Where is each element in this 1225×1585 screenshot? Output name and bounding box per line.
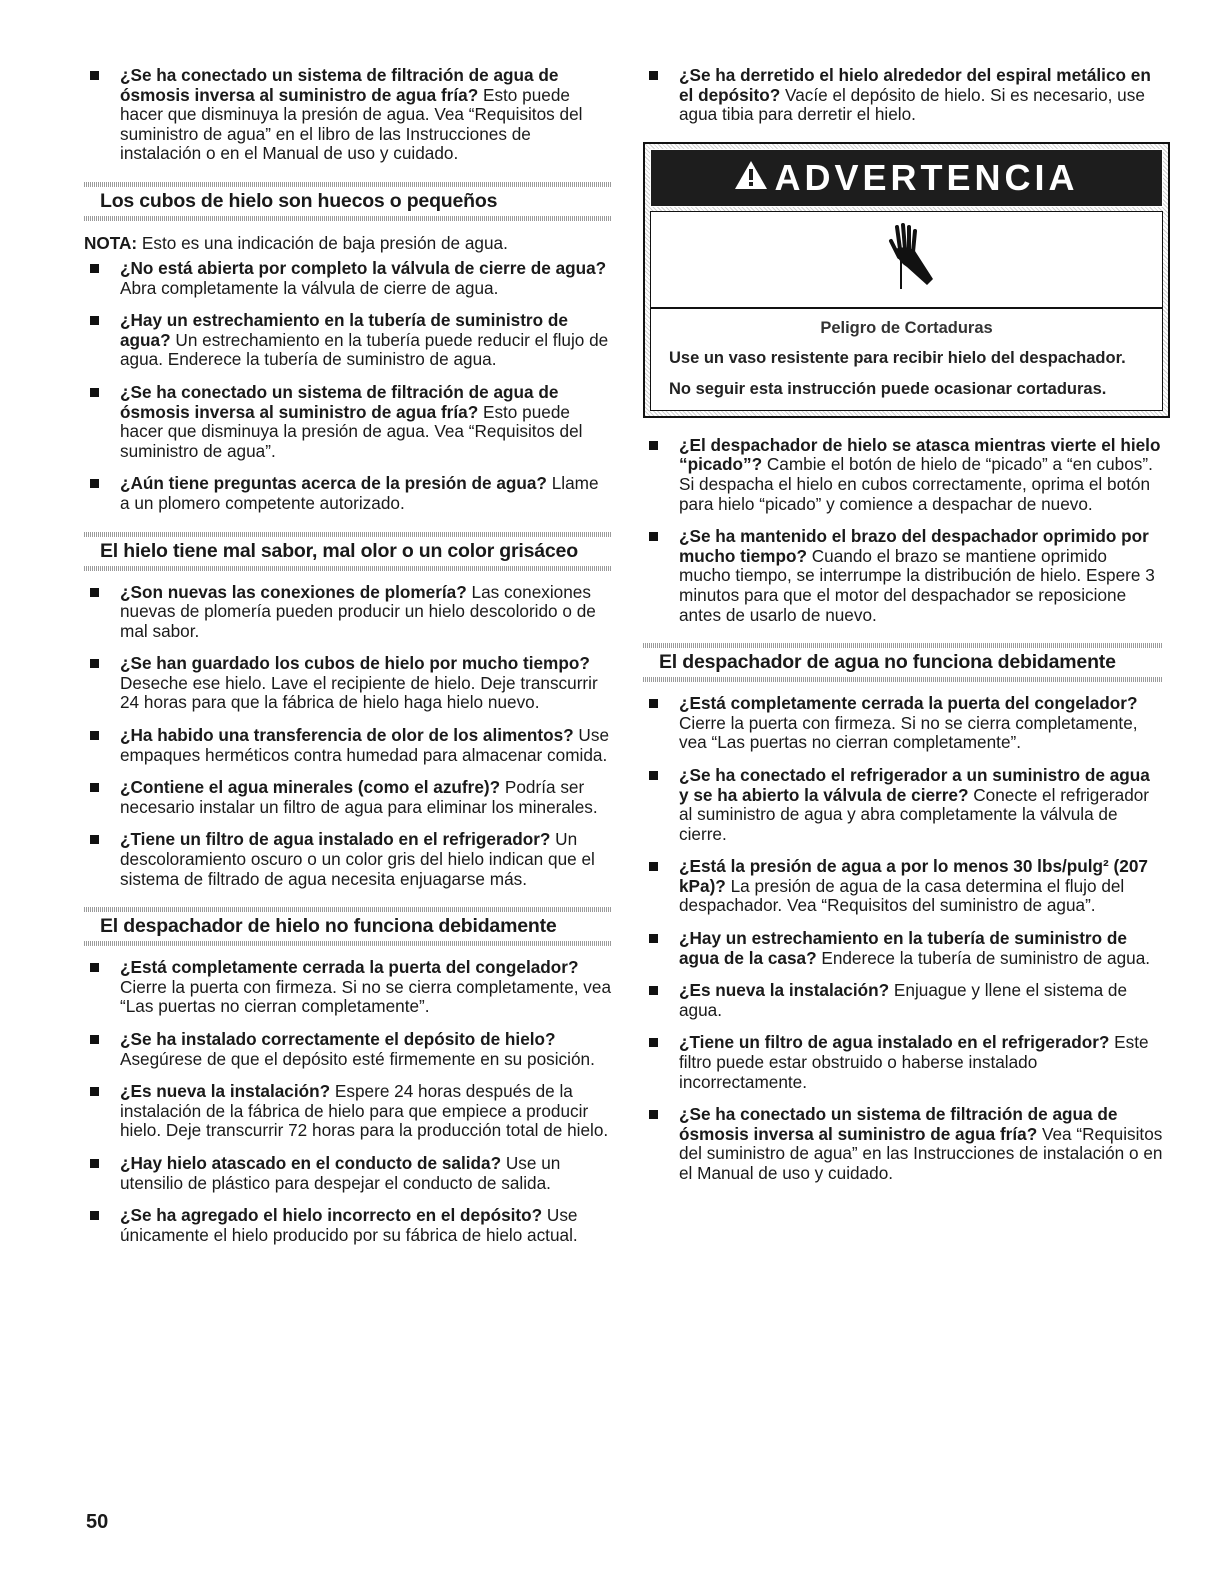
bullet-square-icon [649,771,658,780]
note: NOTA: Esto es una indicación de baja presión de agua. [84,232,508,253]
left-column [84,66,612,1258]
cut-hand-icon [650,211,1163,308]
bullet-square-icon [90,1087,99,1096]
bullet-square-icon [90,1035,99,1044]
bullet-square-icon [90,479,99,488]
bullet-square-icon [90,71,99,80]
section-header: El despachador de hielo no funciona debidamente [84,907,612,946]
list-item: ¿Se ha agregado el hielo incorrecto en el depósito? Use únicamente el hielo producido por su fábrica de hielo actual. [84,1206,612,1245]
list-item: ¿El despachador de hielo se atasca mientras vierte el hielo “picado”? Cambie el botón de hielo de “picado” a “en cubos”. Si despacha el hielo en cubos correctamente, oprima el botón para hielo “picado” y comience a despachar de nuevo. [643,436,1163,514]
section-header: El hielo tiene mal sabor, mal olor o un color grisáceo [84,532,612,571]
bullet-square-icon [90,264,99,273]
list-item: ¿Está completamente cerrada la puerta del congelador? Cierre la puerta con firmeza. Si no se cierra completamente, vea “Las puertas no cierran completamente”. [84,958,612,1017]
bullet-square-icon [90,1159,99,1168]
right-column [643,66,1163,1197]
list-item: ¿Se ha conectado el refrigerador a un suministro de agua y se ha abierto la válvula de cierre? Conecte el refrigerador al suministro de agua y abra completamente la válvula de cierre. [643,766,1163,844]
bullet-square-icon [90,388,99,397]
bullet-square-icon [90,731,99,740]
list-item: ¿Es nueva la instalación? Espere 24 horas después de la instalación de la fábrica de hielo para que empiece a producir hielo. Deje transcurrir 72 horas para la producción total de hielo. [84,1082,612,1141]
warning-line: Use un vaso resistente para recibir hielo del despachador. [669,348,1126,367]
bullet-square-icon [649,986,658,995]
bullet-square-icon [90,783,99,792]
list-item: ¿Se ha mantenido el brazo del despachador oprimido por mucho tiempo? Cuando el brazo se mantiene oprimido mucho tiempo, se interrumpe la distribución de hielo. Espere 3 minutos para que el motor del despachador se reposicione antes de usarlo de nuevo. [643,527,1163,625]
bullet-square-icon [90,1211,99,1220]
warning-box [643,142,1170,418]
bullet-square-icon [649,532,658,541]
list-item: ¿Hay un estrechamiento en la tubería de suministro de agua de la casa? Enderece la tubería de suministro de agua. [643,929,1163,968]
list-item: ¿Hay un estrechamiento en la tubería de suministro de agua? Un estrechamiento en la tubería puede reducir el flujo de agua. Enderece la tubería de suministro de agua. [84,311,612,370]
list-item: ¿Aún tiene preguntas acerca de la presión de agua? Llame a un plomero competente autorizado. [84,474,612,513]
bullet-square-icon [649,71,658,80]
intro-list [84,66,612,164]
page-number: 50 [86,1511,109,1533]
list-item: ¿Está la presión de agua a por lo menos 30 lbs/pulg² (207 kPa)? La presión de agua de la casa determina el flujo del despachador. Vea “Requisitos del suministro de agua”. [643,857,1163,916]
section-header: Los cubos de hielo son huecos o pequeños [84,182,612,221]
bullet-square-icon [90,659,99,668]
bullet-square-icon [649,1110,658,1119]
list-item: ¿Se han guardado los cubos de hielo por mucho tiempo? Deseche ese hielo. Lave el recipiente de hielo. Deje transcurrir 24 horas para que la fábrica de hielo haga hielo nuevo. [84,654,612,713]
warning-text [650,308,1163,411]
list-item: ¿Tiene un filtro de agua instalado en el refrigerador? Un descoloramiento oscuro o un color gris del hielo indican que el sistema de filtrado de agua necesita enjuagarse más. [84,830,612,889]
list-item: ¿Se ha instalado correctamente el depósito de hielo? Asegúrese de que el depósito esté firmemente en su posición. [84,1030,612,1069]
warning-subtitle: Peligro de Cortaduras [820,318,993,337]
bullet-square-icon [649,862,658,871]
list-item: ¿Contiene el agua minerales (como el azufre)? Podría ser necesario instalar un filtro de agua para eliminar los minerales. [84,778,612,817]
list-item: ¿Se ha conectado un sistema de filtración de agua de ósmosis inversa al suministro de agua fría? Vea “Requisitos del suministro de agua” en las Instrucciones de instalación o en el Manual de uso y cuidado. [643,1105,1163,1183]
list-item: ¿Tiene un filtro de agua instalado en el refrigerador? Este filtro puede estar obstruido o haberse instalado incorrectamente. [643,1033,1163,1092]
bullet-square-icon [649,441,658,450]
list-item: ¿Es nueva la instalación? Enjuague y llene el sistema de agua. [643,981,1163,1020]
warning-line: No seguir esta instrucción puede ocasionar cortaduras. [669,379,1107,398]
section-header: El despachador de agua no funciona debidamente [643,643,1163,682]
bullet-square-icon [90,316,99,325]
warning-triangle-icon [734,160,768,195]
list-item: ¿Se ha conectado un sistema de filtración de agua de ósmosis inversa al suministro de agua fría? Esto puede hacer que disminuya la presión de agua. Vea “Requisitos del suministro de agua” en el libro de las Instrucciones de instalación o en el Manual de uso y cuidado. [84,66,612,164]
warning-header [650,149,1163,207]
list-item: ¿Hay hielo atascado en el conducto de salida? Use un utensilio de plástico para despejar el conducto de salida. [84,1154,612,1193]
list-item: ¿Se ha conectado un sistema de filtración de agua de ósmosis inversa al suministro de agua fría? Esto puede hacer que disminuya la presión de agua. Vea “Requisitos del suministro de agua”. [84,383,612,461]
bullet-square-icon [649,934,658,943]
list-item: ¿Está completamente cerrada la puerta del congelador? Cierre la puerta con firmeza. Si no se cierra completamente, vea “Las puertas no cierran completamente”. [643,694,1163,753]
list-item: ¿Se ha derretido el hielo alrededor del espiral metálico en el depósito? Vacíe el depósito de hielo. Si es necesario, use agua tibia para derretir el hielo. [643,66,1163,125]
bullet-square-icon [90,588,99,597]
warning-title: ADVERTENCIA [774,156,1079,198]
bullet-square-icon [90,963,99,972]
list-item: ¿Ha habido una transferencia de olor de los alimentos? Use empaques herméticos contra humedad para almacenar comida. [84,726,612,765]
list-item: ¿No está abierta por completo la válvula de cierre de agua? Abra completamente la válvula de cierre de agua. [84,259,612,298]
bullet-square-icon [649,699,658,708]
bullet-square-icon [649,1038,658,1047]
list-item: ¿Son nuevas las conexiones de plomería? Las conexiones nuevas de plomería pueden producir un hielo descolorido o de mal sabor. [84,583,612,642]
bullet-square-icon [90,835,99,844]
